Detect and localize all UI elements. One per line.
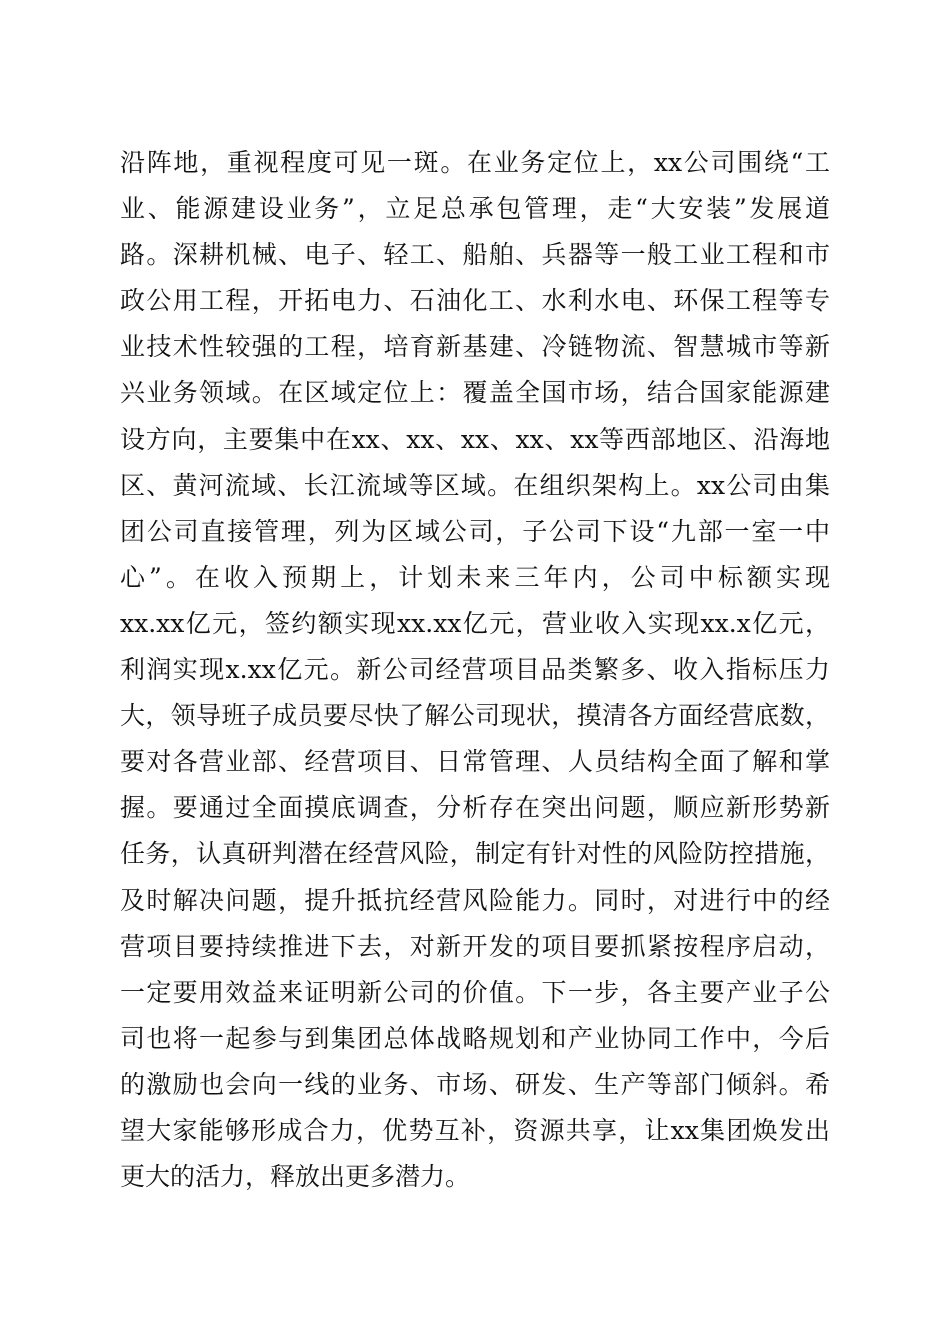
text-line-18: 营项目要持续推进下去，对新开发的项目要抓紧按程序启动， — [120, 931, 830, 961]
text-line-7: 设方向，主要集中在xx、xx、xx、xx、xx等西部地区、沿海地 — [120, 424, 830, 454]
text-line-12: 利润实现x.xx亿元。新公司经营项目品类繁多、收入指标压力 — [120, 655, 830, 685]
body-paragraph — [120, 140, 830, 1200]
text-line-13: 大，领导班子成员要尽快了解公司现状，摸清各方面经营底数， — [120, 701, 830, 731]
text-line-9: 团公司直接管理，列为区域公司，子公司下设“九部一室一中 — [120, 516, 830, 546]
text-line-5: 业技术性较强的工程，培育新基建、冷链物流、智慧城市等新 — [120, 332, 830, 362]
text-line-16: 任务，认真研判潜在经营风险，制定有针对性的风险防控措施， — [120, 839, 830, 869]
text-line-17: 及时解决问题，提升抵抗经营风险能力。同时，对进行中的经 — [120, 885, 830, 915]
text-line-14: 要对各营业部、经营项目、日常管理、人员结构全面了解和掌 — [120, 747, 830, 777]
text-line-22: 望大家能够形成合力，优势互补，资源共享，让xx集团焕发出 — [120, 1115, 830, 1145]
text-line-23: 更大的活力，释放出更多潜力。 — [120, 1162, 471, 1192]
text-line-4: 政公用工程，开拓电力、石油化工、水利水电、环保工程等专 — [120, 286, 830, 316]
text-line-15: 握。要通过全面摸底调查，分析存在突出问题，顺应新形势新 — [120, 793, 830, 823]
text-line-20: 司也将一起参与到集团总体战略规划和产业协同工作中，今后 — [120, 1023, 830, 1053]
text-line-6: 兴业务领域。在区域定位上：覆盖全国市场，结合国家能源建 — [120, 378, 830, 408]
text-line-21: 的激励也会向一线的业务、市场、研发、生产等部门倾斜。希 — [120, 1069, 830, 1099]
text-line-19: 一定要用效益来证明新公司的价值。下一步，各主要产业子公 — [120, 977, 830, 1007]
text-line-3: 路。深耕机械、电子、轻工、船舶、兵器等一般工业工程和市 — [120, 240, 830, 270]
text-line-11: xx.xx亿元，签约额实现xx.xx亿元，营业收入实现xx.x亿元， — [120, 608, 830, 638]
text-line-2: 业、能源建设业务”，立足总承包管理，走“大安装”发展道 — [120, 194, 830, 224]
text-line-1: 沿阵地，重视程度可见一斑。在业务定位上，xx公司围绕“工 — [120, 148, 830, 177]
text-line-8: 区、黄河流域、长江流域等区域。在组织架构上。xx公司由集 — [120, 470, 830, 500]
text-line-10: 心”。在收入预期上，计划未来三年内，公司中标额实现 — [120, 562, 830, 592]
